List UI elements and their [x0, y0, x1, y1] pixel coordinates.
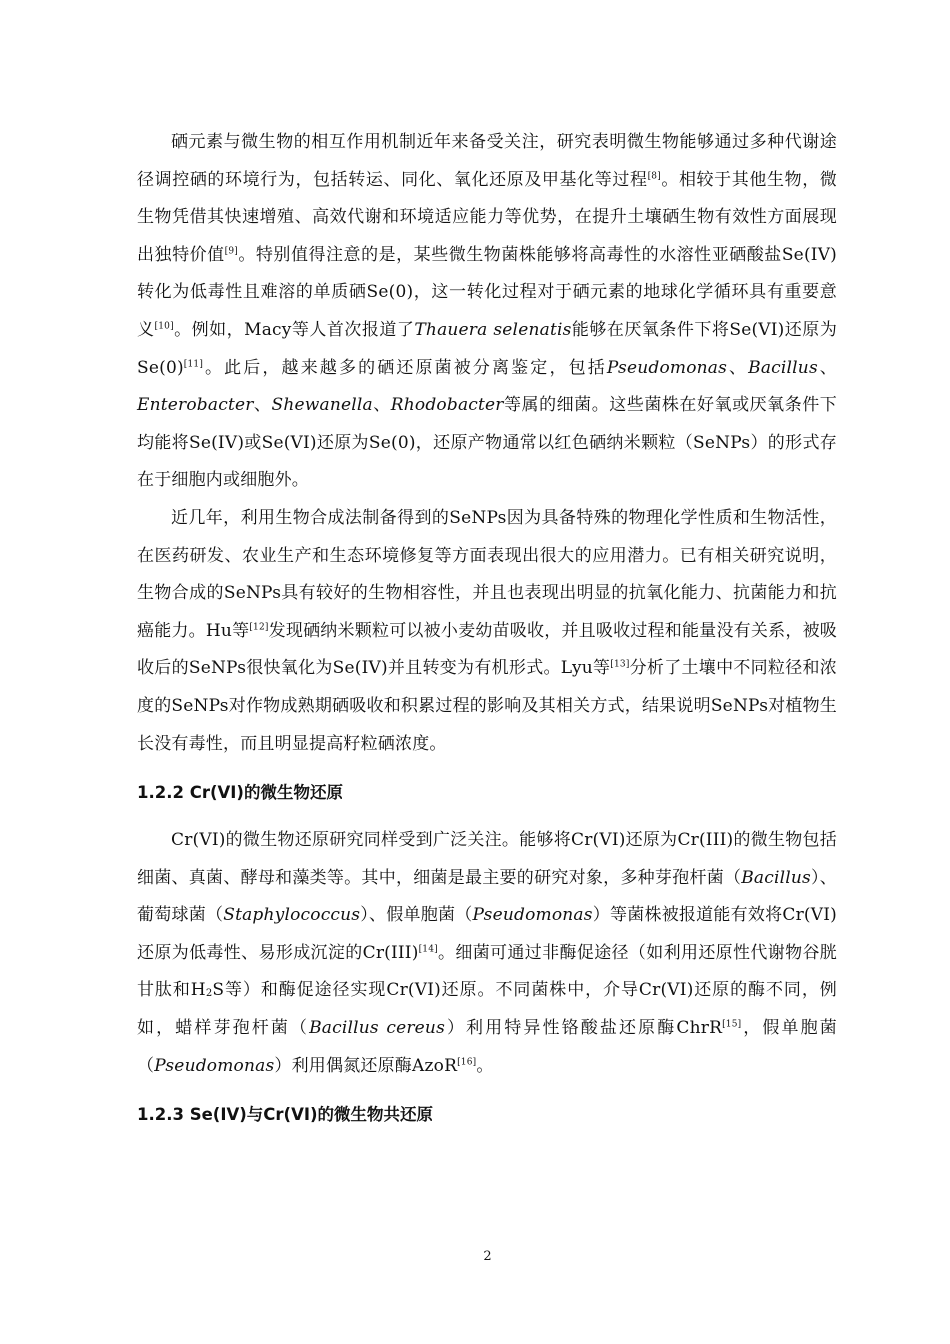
text-run: ）、葡萄球菌（	[137, 867, 837, 926]
text-run: 。细菌可通过非酶促途径（如利用还原性代谢物谷胱甘肽和H	[137, 942, 837, 1001]
citation-ref: [14]	[418, 944, 438, 955]
citation-ref: [8]	[647, 170, 661, 181]
genus-name: Pseudomonas	[154, 1055, 275, 1076]
genus-name: Enterobacter	[137, 395, 254, 416]
text-run: 、	[253, 395, 272, 416]
body-text	[137, 124, 837, 1127]
text-run: 发现硒纳米颗粒可以被小麦幼苗吸收，并且吸收过程和能量没有关系，被吸收后的SeNPs很快氧化为Se(IV)并且转变为有机形式。Lyu等	[137, 620, 837, 679]
paragraph-selenium-microbes	[137, 124, 837, 500]
text-run: 。相较于其他生物，微生物凭借其快速增殖、高效代谢和环境适应能力等优势，在提升土壤硒生物有效性方面展现出独特价值	[137, 169, 837, 265]
citation-ref: [11]	[183, 358, 204, 369]
text-run: 。	[476, 1055, 494, 1076]
paragraph-senps	[137, 500, 837, 763]
text-run: ）等菌株被报道能有效将Cr(VI)还原为低毒性、易形成沉淀的Cr(III)	[137, 905, 837, 963]
citation-ref: [12]	[249, 621, 269, 632]
text-run: ）利用偶氮还原酶AzoR	[274, 1055, 458, 1076]
paragraph-cr-reduction	[137, 822, 837, 1085]
text-run: 等属的细菌。这些菌株在好氧或厌氧条件下均能将Se(IV)或Se(VI)还原为Se(0)，还原产物通常以红色硒纳米颗粒（SeNPs）的形式存在于细胞内或细胞外。	[137, 395, 838, 491]
text-run: 分析了土壤中不同粒径和浓度的SeNPs对作物成熟期硒吸收和积累过程的影响及其相关方式，结果说明SeNPs对植物生长没有毒性，而且明显提高籽粒硒浓度。	[137, 658, 837, 754]
genus-name: Bacillus	[748, 357, 818, 378]
section-heading-1-2-3: 1.2.3 Se(IV)与Cr(VI)的微生物共还原	[137, 1105, 434, 1125]
citation-ref: [9]	[224, 246, 239, 257]
text-run: 硒元素与微生物的相互作用机制近年来备受关注，研究表明微生物能够通过多种代谢途径调控硒的环境行为，包括转运、同化、氧化还原及甲基化等过程	[137, 132, 837, 190]
citation-ref: [16]	[457, 1056, 477, 1067]
section-heading-1-2-2: 1.2.2 Cr(VI)的微生物还原	[137, 783, 343, 803]
genus-name: Shewanella	[271, 395, 373, 416]
genus-name: Pseudomonas	[606, 357, 728, 378]
genus-name: Pseudomonas	[472, 905, 593, 926]
text-run: ）、假单胞菌（	[360, 905, 473, 926]
subscript: 2	[205, 988, 213, 1000]
citation-ref: [10]	[154, 321, 174, 332]
genus-name: Bacillus	[741, 867, 811, 888]
text-run: 。此后，越来越多的硒还原菌被分离鉴定，包括	[203, 357, 607, 378]
species-name: Thauera selenatis	[414, 319, 572, 340]
page-number: 2	[483, 1249, 492, 1264]
text-run: 。例如，Macy等人首次报道了	[173, 319, 415, 340]
genus-name: Staphylococcus	[223, 905, 361, 926]
text-run: ）利用特异性铬酸盐还原酶ChrR	[445, 1018, 723, 1039]
text-run: 、	[817, 357, 838, 378]
text-run: 。特别值得注意的是，某些微生物菌株能够将高毒性的水溶性亚硒酸盐Se(IV)转化为低毒性且难溶的单质硒Se(0)，这一转化过程对于硒元素的地球化学循环具有重要意义	[137, 244, 838, 340]
text-run: Cr(VI)的微生物还原研究同样受到广泛关注。能够将Cr(VI)还原为Cr(III)的微生物包括细菌、真菌、酵母和藻类等。其中，细菌是最主要的研究对象，多种芽孢杆菌（	[137, 830, 837, 888]
genus-name: Rhodobacter	[390, 395, 504, 416]
text-run: 、	[372, 395, 391, 416]
text-run: 近几年，利用生物合成法制备得到的SeNPs因为具备特殊的物理化学性质和生物活性，在医药研发、农业生产和生态环境修复等方面表现出很大的应用潜力。已有相关研究说明，生物合成的SeNPs具有较好的生物相容性，并且也表现出明显的抗氧化能力、抗菌能力和抗癌能力。Hu等	[137, 507, 837, 641]
text-run: 、	[727, 357, 749, 378]
text-run: S等）和酶促途径实现Cr(VI)还原。不同菌株中，介导Cr(VI)还原的酶不同，例如，蜡样芽孢杆菌（	[137, 980, 837, 1039]
text-run: 能够在厌氧条件下将Se(VI)还原为Se(0)	[137, 319, 838, 378]
text-run: ，假单胞菌（	[137, 1018, 837, 1076]
species-name: Bacillus cereus	[309, 1018, 446, 1039]
citation-ref: [15]	[722, 1019, 742, 1030]
citation-ref: [13]	[610, 659, 630, 670]
